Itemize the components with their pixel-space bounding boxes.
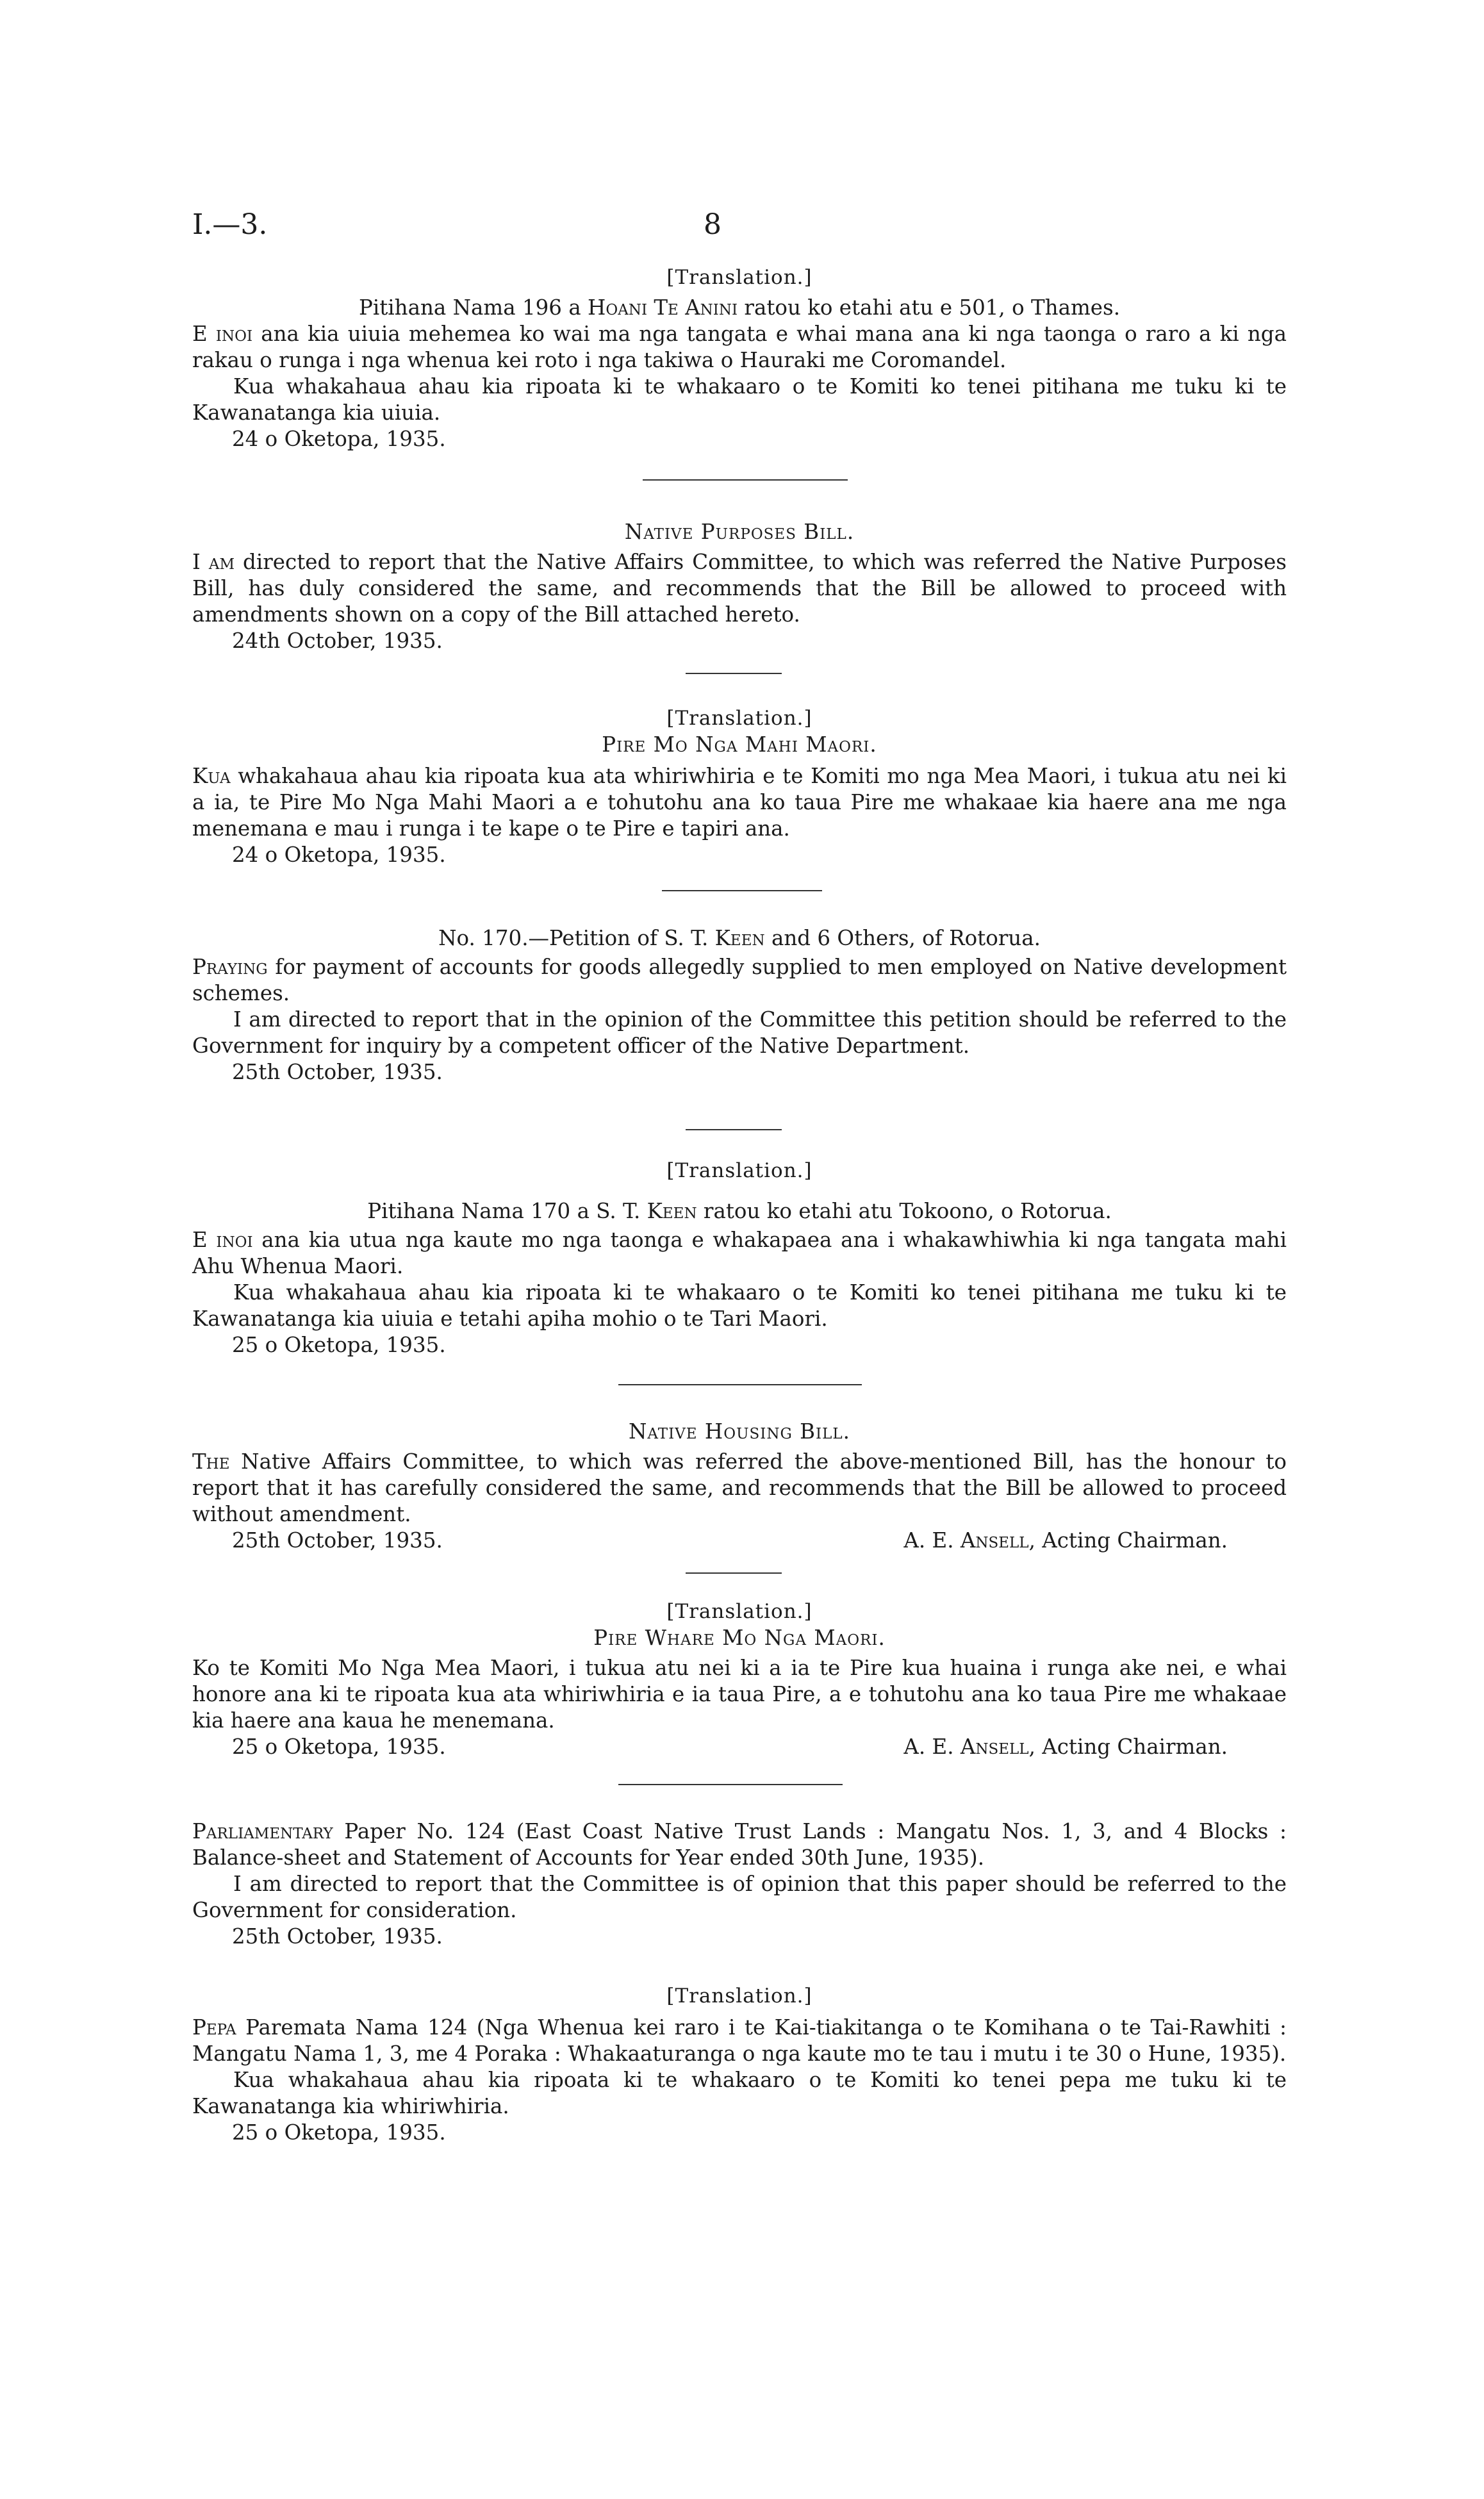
section-pepa-paremata-124-translation (192, 1983, 1287, 2146)
section-parliamentary-paper-124 (192, 1819, 1287, 1950)
paragraph: Kua whakahaua ahau kia ripoata kua ata whiriwhiria e te Komiti mo nga Mea Maori, i tukua atu nei ki a ia, te Pire Mo Nga Mahi Maori a e tohutohu ana ko taua Pire me whakaae kia haere ana me nga menemana e mau i runga i te kape o te Pire e tapiri ana. (192, 764, 1287, 841)
paragraph: E inoi ana kia utua nga kaute mo nga taonga e whakapaea ana i whakawhiwhia ki nga tangata mahi Ahu Whenua Maori. (192, 1228, 1287, 1278)
section-pire-mo-nga-mahi-maori (192, 705, 1287, 868)
paragraph: The Native Affairs Committee, to which was referred the above-mentioned Bill, has the honour to report that it has carefully considered the same, and recommends that the Bill be allowed to proceed without amendment. (192, 1449, 1287, 1526)
section-petition-170 (192, 925, 1287, 1085)
section-petition-196-translation (192, 264, 1287, 452)
paragraph: Kua whakahaua ahau kia ripoata ki te whakaaro o te Komiti ko tenei pitihana me tuku ki te Kawanatanga kia uiuia. (192, 374, 1287, 425)
section-native-purposes-bill (192, 519, 1287, 654)
page-number: 8 (704, 208, 721, 241)
date-line: 25 o Oketopa, 1935. (232, 1333, 446, 1357)
date-line: 25th October, 1935. (232, 1924, 443, 1949)
section-petition-170-translation (192, 1157, 1287, 1358)
paragraph: I am directed to report that the Native Affairs Committee, to which was referred the Native Purposes Bill, has duly considered the same, and recommends that the Bill be allowed to proceed with amendments shown on a copy of the Bill attached hereto. (192, 550, 1287, 627)
paragraph: Parliamentary Paper No. 124 (East Coast Native Trust Lands : Mangatu Nos. 1, 3, and 4 Blocks : Balance-sheet and Statement of Accounts for Year ended 30th June, 1935). (192, 1819, 1287, 1870)
date-line: 24 o Oketopa, 1935. (232, 427, 446, 451)
paragraph: Kua whakahaua ahau kia ripoata ki te whakaaro o te Komiti ko tenei pitihana me tuku ki te Kawanatanga kia uiuia e tetahi apiha mohio o te Tari Maori. (192, 1280, 1287, 1331)
date-line: 24 o Oketopa, 1935. (232, 843, 446, 867)
date-line: 25th October, 1935. (232, 1060, 443, 1084)
divider (686, 673, 782, 674)
section-native-housing-bill (192, 1419, 1287, 1554)
divider (686, 1572, 782, 1574)
paragraph: Pepa Paremata Nama 124 (Nga Whenua kei raro i te Kai-tiakitanga o te Komihana o te Tai-Rawhiti : Mangatu Nama 1, 3, me 4 Poraka : Whakaaturanga o nga kaute mo te tau i mutu i te 30 o Hune, 1935). (192, 2015, 1287, 2066)
date-line: 24th October, 1935. (232, 629, 443, 653)
translation-label: [Translation.] (666, 707, 812, 730)
section-heading: Pitihana Nama 196 a Hoani Te Anini ratou ko etahi atu e 501, o Thames. (358, 295, 1121, 320)
divider (618, 1784, 843, 1785)
divider (643, 479, 848, 481)
section-title: Pire Mo Nga Mahi Maori. (602, 732, 877, 757)
divider (662, 890, 822, 891)
paragraph: Praying for payment of accounts for goods allegedly supplied to men employed on Native development schemes. (192, 955, 1287, 1005)
section-title: Native Housing Bill. (628, 1419, 851, 1444)
date-line: 25th October, 1935. (232, 1528, 443, 1553)
paragraph: E inoi ana kia uiuia mehemea ko wai ma nga tangata e whai mana ana ki nga taonga o raro a ki nga rakau o runga i nga whenua kei roto i nga takiwa o Hauraki me Coromandel. (192, 322, 1287, 372)
translation-label: [Translation.] (666, 1159, 812, 1182)
section-heading: Pitihana Nama 170 a S. T. Keen ratou ko etahi atu Tokoono, o Rotorua. (367, 1199, 1112, 1223)
date-line: 25 o Oketopa, 1935. (232, 2120, 446, 2145)
date-line: 25 o Oketopa, 1935. (232, 1735, 446, 1759)
translation-label: [Translation.] (666, 1600, 812, 1623)
section-title: Pire Whare Mo Nga Maori. (593, 1626, 886, 1650)
date-signature-row (192, 1734, 1287, 1760)
document-reference: I.—3. (192, 208, 268, 241)
paragraph: I am directed to report that the Committee is of opinion that this paper should be referred to the Government for consideration. (192, 1872, 1287, 1922)
paragraph: I am directed to report that in the opinion of the Committee this petition should be referred to the Government for inquiry by a competent officer of the Native Department. (192, 1007, 1287, 1058)
translation-label: [Translation.] (666, 1984, 812, 2008)
section-pire-whare-mo-nga-maori (192, 1598, 1287, 1760)
paragraph: Kua whakahaua ahau kia ripoata ki te whakaaro o te Komiti ko tenei pepa me tuku ki te Kawanatanga kia whiriwhiria. (192, 2068, 1287, 2118)
paragraph: Ko te Komiti Mo Nga Mea Maori, i tukua atu nei ki a ia te Pire kua huaina i runga ake nei, e whai honore ana ki te ripoata kua ata whiriwhiria e ia taua Pire, a e tohutohu ana ko taua Pire me whakaae kia haere ana kaua he menemana. (192, 1656, 1287, 1733)
divider (686, 1129, 782, 1130)
date-signature-row (192, 1528, 1287, 1554)
signature: A. E. Ansell, Acting Chairman. (903, 1528, 1228, 1553)
section-title: Native Purposes Bill. (624, 520, 855, 544)
translation-label: [Translation.] (666, 266, 812, 289)
section-heading: No. 170.—Petition of S. T. Keen and 6 Others, of Rotorua. (438, 926, 1041, 950)
divider (618, 1384, 862, 1385)
signature: A. E. Ansell, Acting Chairman. (903, 1735, 1228, 1759)
